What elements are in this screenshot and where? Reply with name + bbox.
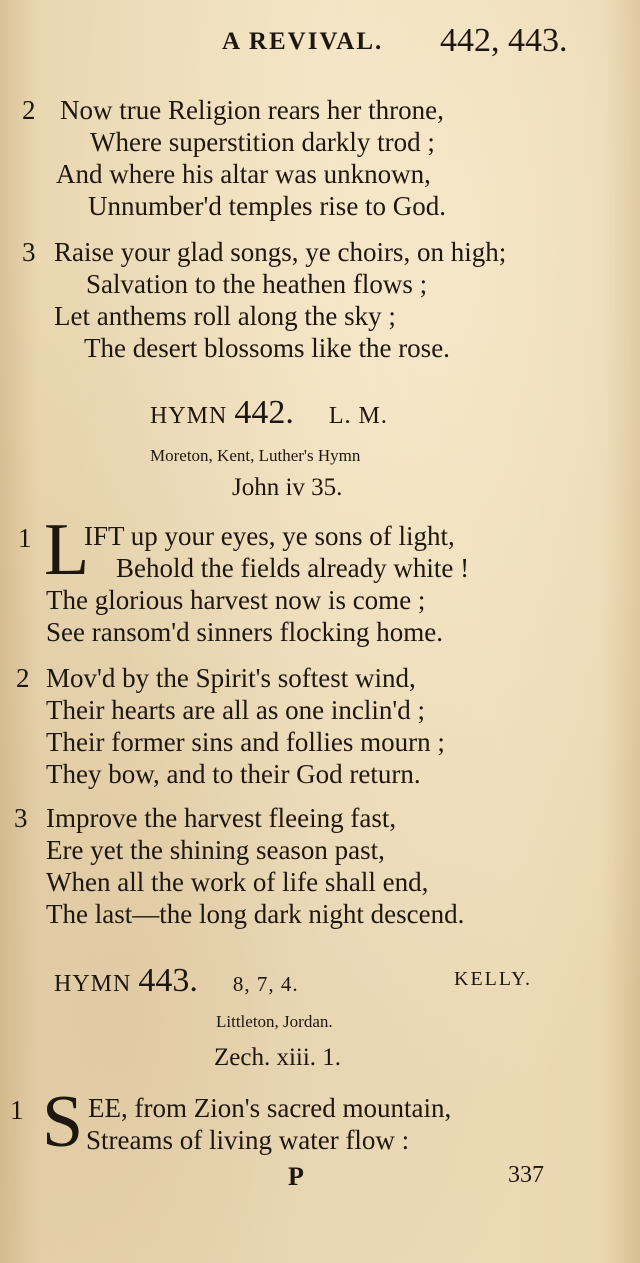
verse-line: And where his altar was unknown,: [56, 159, 431, 189]
verse-line: See ransom'd sinners flocking home.: [46, 617, 444, 647]
verse-line: They bow, and to their God return.: [46, 759, 421, 789]
hymn-443-author: KELLY.: [454, 968, 532, 990]
verse-line: IFT up your eyes, ye sons of light,: [84, 521, 455, 551]
verse-line: Ere yet the shining season past,: [46, 835, 385, 865]
stanza-number: 2: [22, 95, 36, 125]
verse-line: Behold the fields already white !: [116, 553, 470, 583]
hymn-443-heading: [54, 962, 299, 1000]
hymn-443-tunes: Littleton, Jordan.: [216, 1012, 333, 1031]
verse-line: The glorious harvest now is come ;: [46, 585, 426, 615]
running-header-title: A REVIVAL.: [222, 28, 384, 55]
hymn-443-scripture: Zech. xiii. 1.: [214, 1044, 342, 1071]
verse-line: Raise your glad songs, ye choirs, on high;: [54, 237, 507, 267]
stanza-number: 3: [14, 803, 28, 833]
hymn-442-scripture: John iv 35.: [232, 474, 343, 501]
hymn-meter: 8, 7, 4.: [232, 972, 299, 996]
verse-line: The last—the long dark night descend.: [46, 899, 465, 929]
verse-line: Unnumber'd temples rise to God.: [88, 191, 447, 221]
verse-line: EE, from Zion's sacred mountain,: [88, 1093, 452, 1123]
signature-mark: P: [288, 1162, 304, 1191]
stanza-number: 3: [22, 237, 36, 267]
verse-line: The desert blossoms like the rose.: [84, 333, 450, 363]
verse-line: Salvation to the heathen flows ;: [86, 269, 428, 299]
page-number: 337: [508, 1162, 544, 1188]
verse-line: Their former sins and follies mourn ;: [46, 727, 445, 757]
verse-line: When all the work of life shall end,: [46, 867, 429, 897]
hymn-442-tunes: Moreton, Kent, Luther's Hymn: [150, 446, 361, 465]
hymn-label: HYMN: [54, 971, 132, 997]
stanza-number: 2: [16, 663, 30, 693]
drop-cap: L: [44, 509, 90, 591]
verse-line: Improve the harvest fleeing fast,: [46, 803, 397, 833]
hymn-442-heading: [150, 394, 388, 432]
verse-line: Streams of living water flow :: [86, 1125, 410, 1155]
drop-cap: S: [42, 1081, 84, 1163]
hymn-meter: L. M.: [328, 403, 388, 429]
hymn-number: 442.: [234, 394, 294, 431]
stanza-number: 1: [18, 523, 32, 553]
verse-line: Now true Religion rears her throne,: [60, 95, 444, 125]
verse-line: Where superstition darkly trod ;: [90, 127, 435, 157]
verse-line: Their hearts are all as one inclin'd ;: [46, 695, 425, 725]
hymn-number: 443.: [138, 962, 198, 999]
running-header-hymn-numbers: 442, 443.: [440, 22, 568, 59]
hymn-label: HYMN: [150, 403, 228, 429]
verse-line: Mov'd by the Spirit's softest wind,: [46, 663, 416, 693]
stanza-number: 1: [10, 1095, 24, 1125]
verse-line: Let anthems roll along the sky ;: [54, 301, 396, 331]
